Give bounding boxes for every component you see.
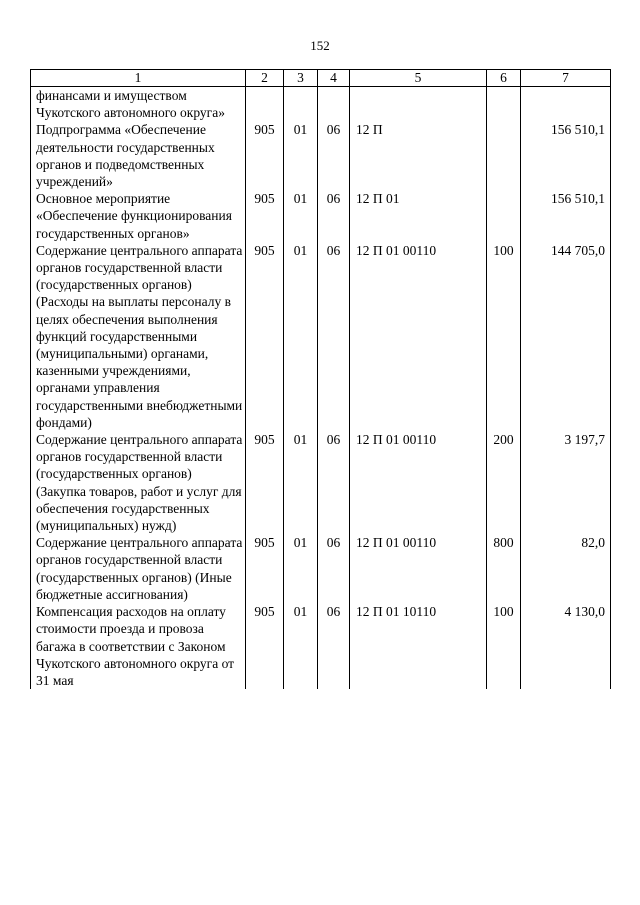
- row-name: Содержание центрального аппарата органов государственной власти (государственных органов) (Иные бюджетные ассигнования): [31, 534, 246, 603]
- row-amount: [521, 87, 611, 122]
- row-admin: 905: [246, 534, 284, 603]
- budget-table: [30, 69, 611, 689]
- row-subsection: 06: [318, 431, 350, 534]
- row-section: 01: [284, 190, 318, 242]
- row-admin: 905: [246, 190, 284, 242]
- row-subsection: 06: [318, 121, 350, 190]
- row-section: 01: [284, 121, 318, 190]
- row-expense-type: [487, 190, 521, 242]
- table-row: [31, 242, 611, 431]
- row-amount: 3 197,7: [521, 431, 611, 534]
- row-expense-type: 200: [487, 431, 521, 534]
- row-amount: 156 510,1: [521, 121, 611, 190]
- row-target: 12 П 01 00110: [350, 242, 487, 431]
- table-row: [31, 534, 611, 603]
- row-subsection: 06: [318, 534, 350, 603]
- row-admin: 905: [246, 121, 284, 190]
- row-target: 12 П 01 00110: [350, 431, 487, 534]
- row-admin: [246, 87, 284, 122]
- row-subsection: 06: [318, 603, 350, 689]
- row-admin: 905: [246, 603, 284, 689]
- page-number: 152: [310, 38, 330, 53]
- row-expense-type: [487, 87, 521, 122]
- row-expense-type: 800: [487, 534, 521, 603]
- row-target: 12 П: [350, 121, 487, 190]
- row-expense-type: 100: [487, 242, 521, 431]
- header-row: [31, 70, 611, 87]
- row-amount: 4 130,0: [521, 603, 611, 689]
- row-expense-type: [487, 121, 521, 190]
- row-name: Подпрограмма «Обеспечение деятельности государственных органов и подведомственных учреждений»: [31, 121, 246, 190]
- row-subsection: [318, 87, 350, 122]
- table-row: [31, 190, 611, 242]
- row-name: Содержание центрального аппарата органов государственной власти (государственных органов) (Закупка товаров, работ и услуг для обеспечения государственных (муниципальных) нужд): [31, 431, 246, 534]
- row-name: Основное мероприятие «Обеспечение функционирования государственных органов»: [31, 190, 246, 242]
- row-name: Компенсация расходов на оплату стоимости проезда и провоза багажа в соответствии с Законом Чукотского автономного округа от 31 мая: [31, 603, 246, 689]
- row-expense-type: 100: [487, 603, 521, 689]
- row-target: 12 П 01 10110: [350, 603, 487, 689]
- row-name: финансами и имуществом Чукотского автономного округа»: [31, 87, 246, 122]
- row-amount: 82,0: [521, 534, 611, 603]
- table-row: [31, 87, 611, 122]
- row-section: 01: [284, 603, 318, 689]
- row-section: [284, 87, 318, 122]
- row-amount: 144 705,0: [521, 242, 611, 431]
- col-header-expense-type: 6: [487, 70, 521, 87]
- row-target: [350, 87, 487, 122]
- table-row: [31, 431, 611, 534]
- row-section: 01: [284, 534, 318, 603]
- col-header-target: 5: [350, 70, 487, 87]
- row-target: 12 П 01 00110: [350, 534, 487, 603]
- table-row: [31, 121, 611, 190]
- col-header-subsection: 4: [318, 70, 350, 87]
- col-header-name: 1: [31, 70, 246, 87]
- row-name: Содержание центрального аппарата органов государственной власти (государственных органов) (Расходы на выплаты персоналу в целях обеспечения выполнения функций государственными (муниципальными) органами, казенными учреждениями, органами управления государственными внебюджетными фондами): [31, 242, 246, 431]
- row-subsection: 06: [318, 190, 350, 242]
- row-section: 01: [284, 431, 318, 534]
- row-target: 12 П 01: [350, 190, 487, 242]
- row-subsection: 06: [318, 242, 350, 431]
- col-header-section: 3: [284, 70, 318, 87]
- table-row: [31, 603, 611, 689]
- row-amount: 156 510,1: [521, 190, 611, 242]
- row-section: 01: [284, 242, 318, 431]
- row-admin: 905: [246, 431, 284, 534]
- row-admin: 905: [246, 242, 284, 431]
- col-header-admin: 2: [246, 70, 284, 87]
- col-header-amount: 7: [521, 70, 611, 87]
